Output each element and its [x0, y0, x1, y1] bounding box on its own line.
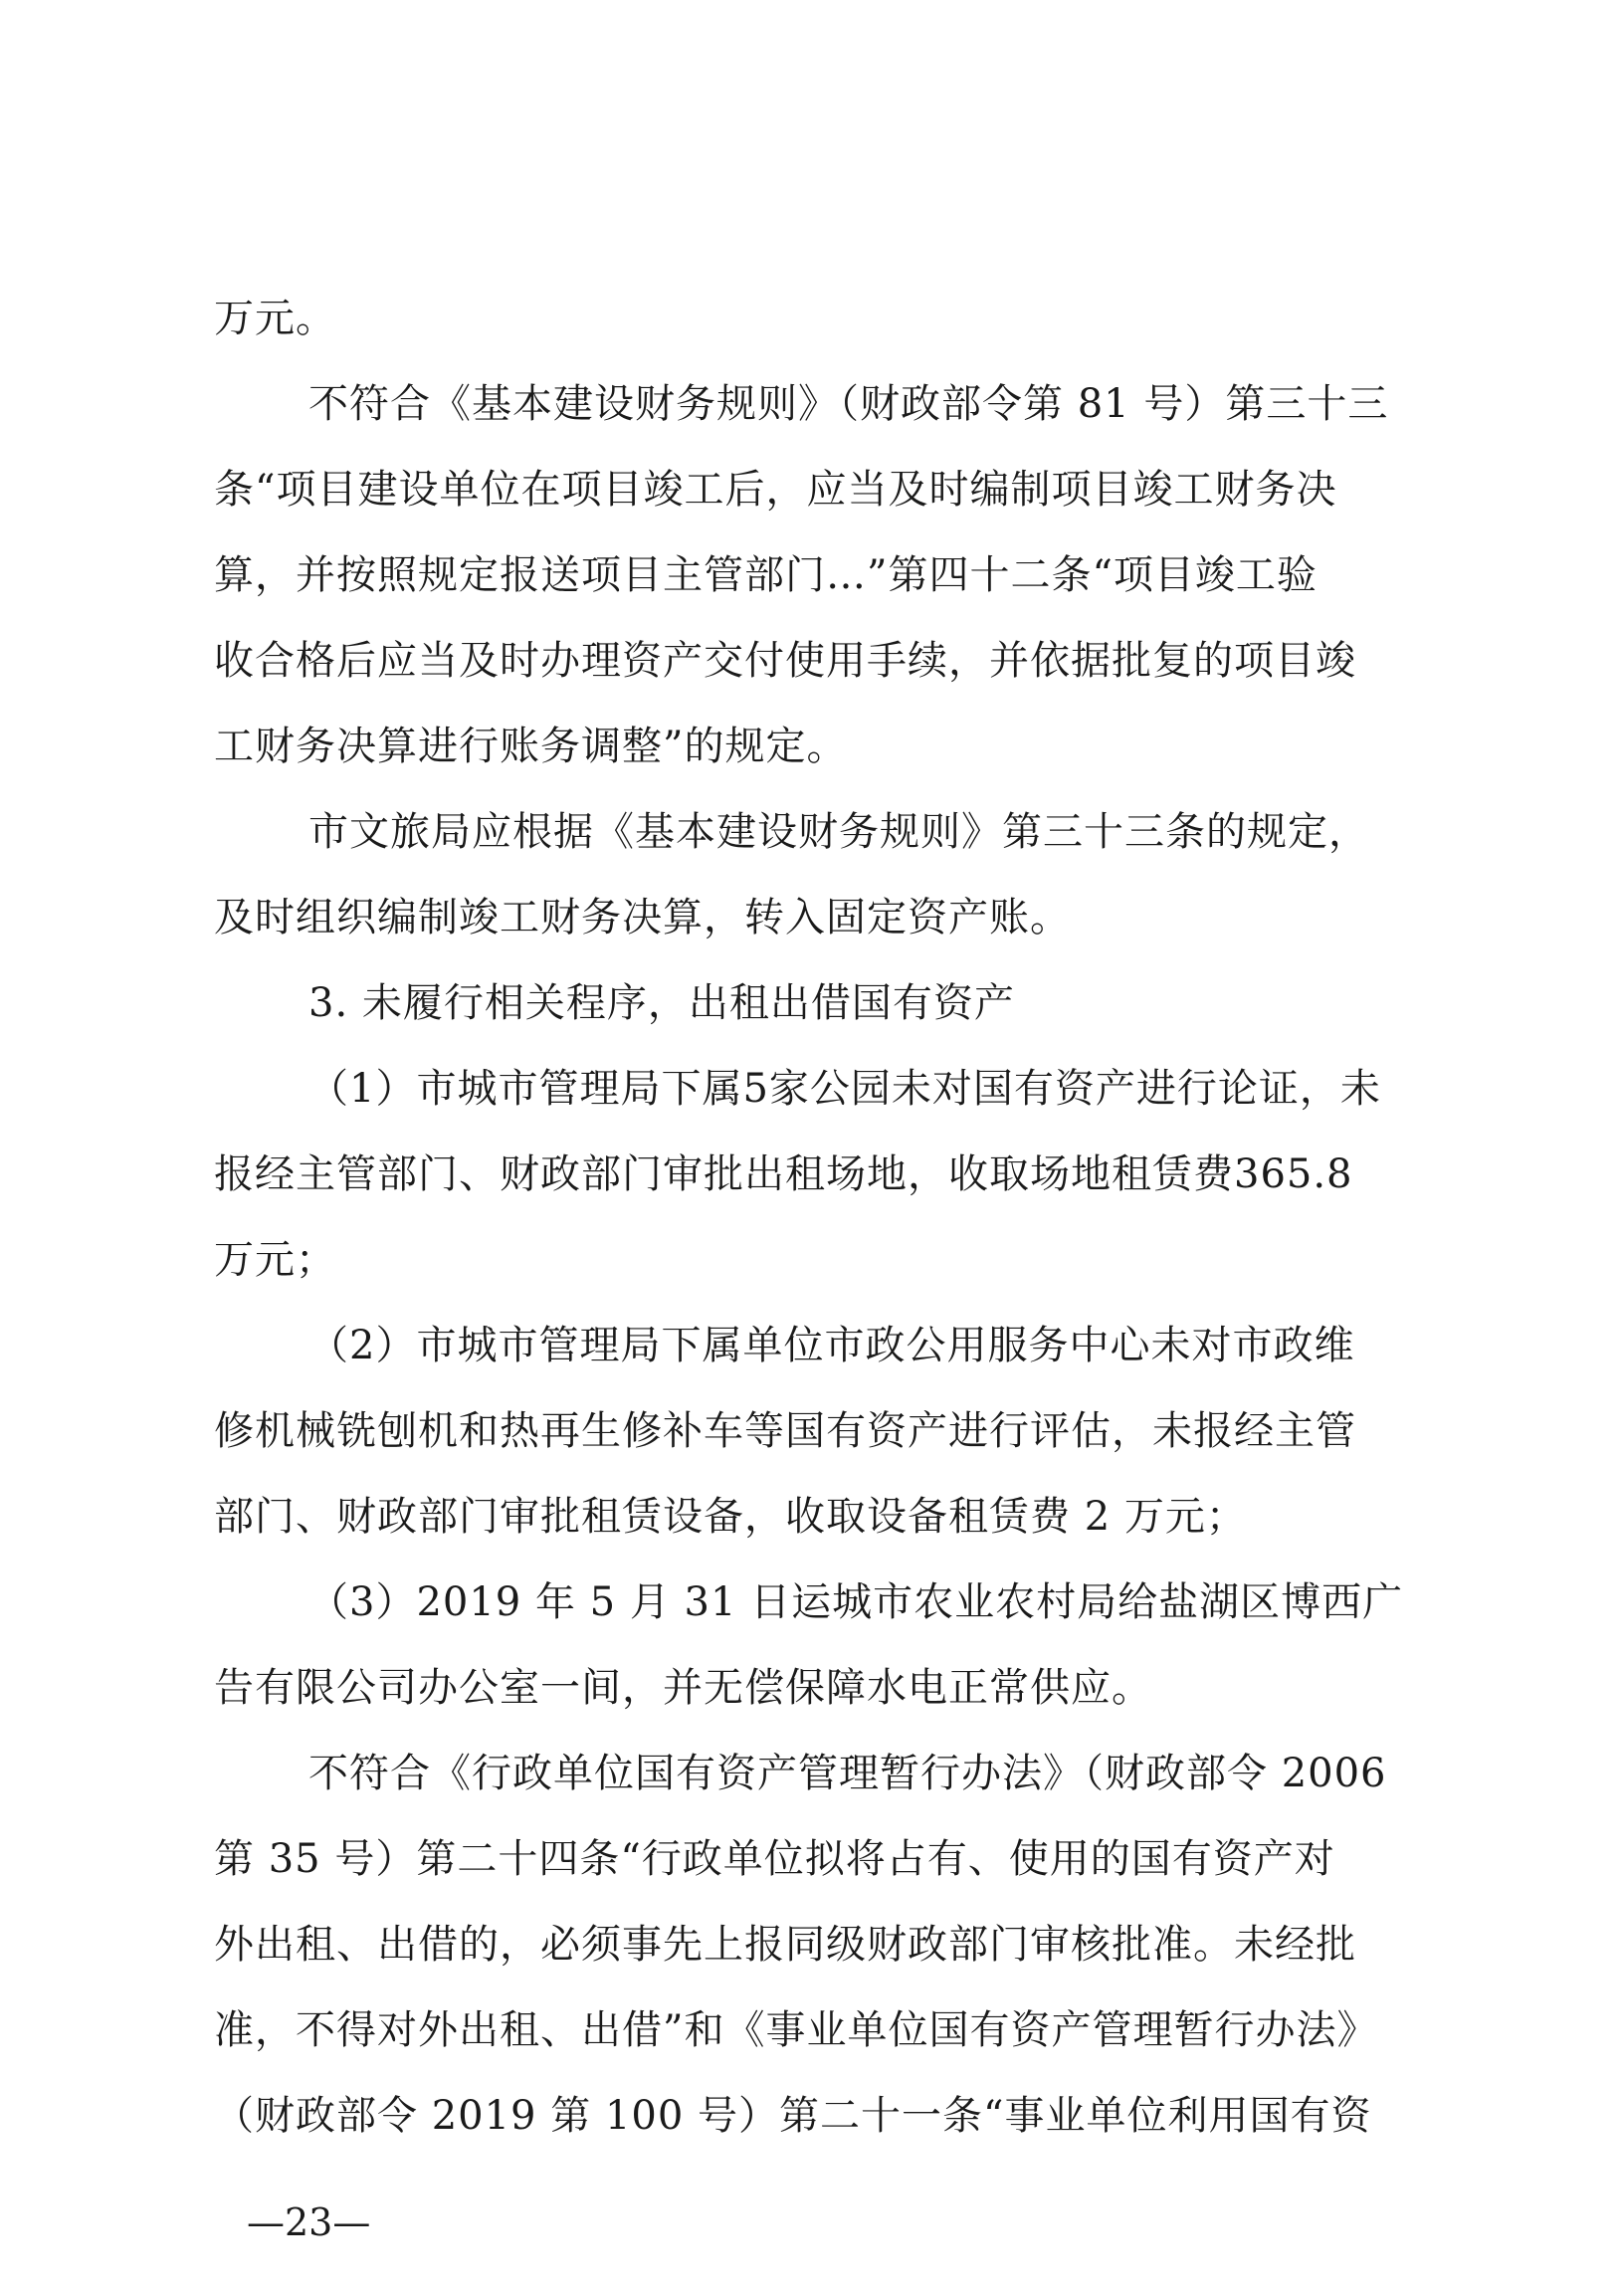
- page-number: —23—: [247, 2200, 371, 2244]
- text-line: 算，并按照规定报送项目主管部门…”第四十二条“项目竣工验: [214, 552, 1318, 598]
- section-heading: 3. 未履行相关程序，出租出借国有资产: [308, 980, 1015, 1026]
- paragraph-line: 不符合《基本建设财务规则》（财政部令第 81 号）第三十三: [308, 381, 1389, 427]
- text-line: 工财务决算进行账务调整”的规定。: [214, 724, 848, 769]
- text-line: 外出租、出借的，必须事先上报同级财政部门审核批准。未经批: [214, 1922, 1356, 1968]
- text-line: 万元。: [214, 296, 336, 341]
- text-line: 准，不得对外出租、出借”和《事业单位国有资产管理暂行办法》: [214, 2007, 1378, 2053]
- paragraph-line: （2）市城市管理局下属单位市政公用服务中心未对市政维: [308, 1323, 1355, 1368]
- text-line: 报经主管部门、财政部门审批出租场地，收取场地租赁费365.8: [214, 1151, 1353, 1197]
- text-line: 第 35 号）第二十四条“行政单位拟将占有、使用的国有资产对: [214, 1836, 1335, 1882]
- text-line: 修机械铣刨机和热再生修补车等国有资产进行评估，未报经主管: [214, 1408, 1356, 1454]
- paragraph-line: （3）2019 年 5 月 31 日运城市农业农村局给盐湖区博西广: [308, 1579, 1404, 1625]
- text-line: 部门、财政部门审批租赁设备，收取设备租赁费 2 万元；: [214, 1494, 1247, 1540]
- text-line: 收合格后应当及时办理资产交付使用手续，并依据批复的项目竣: [214, 638, 1356, 684]
- paragraph-line: 不符合《行政单位国有资产管理暂行办法》（财政部令 2006: [308, 1751, 1387, 1796]
- text-line: （财政部令 2019 第 100 号）第二十一条“事业单位利用国有资: [214, 2093, 1372, 2139]
- text-line: 条“项目建设单位在项目竣工后，应当及时编制项目竣工财务决: [214, 467, 1337, 513]
- paragraph-line: 市文旅局应根据《基本建设财务规则》第三十三条的规定，: [308, 809, 1369, 855]
- text-line: 及时组织编制竣工财务决算，转入固定资产账。: [214, 895, 1071, 940]
- text-line: 告有限公司办公室一间，并无偿保障水电正常供应。: [214, 1665, 1152, 1711]
- text-line: 万元；: [214, 1237, 336, 1283]
- paragraph-line: （1）市城市管理局下属5家公园未对国有资产进行论证，未: [308, 1066, 1381, 1112]
